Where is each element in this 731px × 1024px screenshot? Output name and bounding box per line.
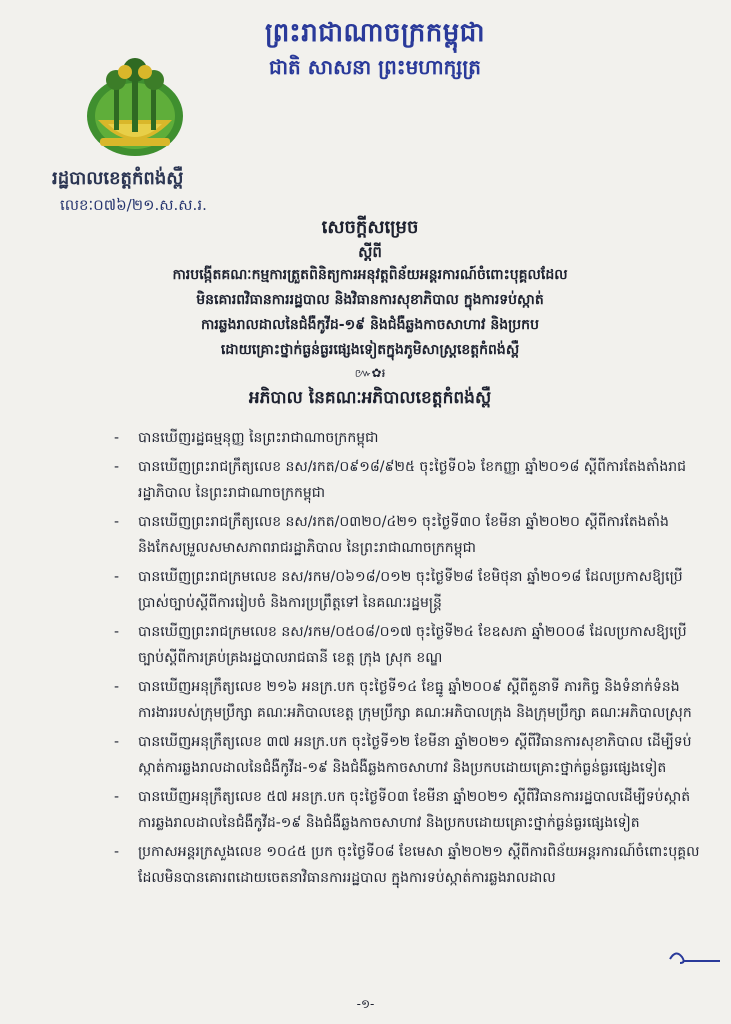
list-item: - បានឃើញរដ្ឋធម្មនុញ្ញ នៃព្រះរាជាណាចក្រកម្ពុជា [114,430,379,446]
document-type: សេចក្ដីសម្រេច [321,217,419,238]
reference-text: បានឃើញរដ្ឋធម្មនុញ្ញ នៃព្រះរាជាណាចក្រកម្ពុជា [138,430,379,446]
subject-line-3: ការឆ្លងរាលដាលនៃជំងឺកូវីដ-១៩ និងជំងឺឆ្លងកាចសាហាវ និងប្រកប [201,317,539,333]
reference-text: បានឃើញព្រះរាជក្រមលេខ នស/រកម/០៦១៨/០១២ ចុះថ្ងៃទី២៨ ខែមិថុនា ឆ្នាំ២០១៨ ដែលប្រកាសឱ្យប្រើប្រាស់ច្បាប់ស្ដីពីការរៀបចំ និងការប្រព្រឹត្តទៅ នៃគណៈរដ្ឋមន្ត្រី [138,569,683,611]
reference-text: បានឃើញអនុក្រឹត្យលេខ ៣៧ អនក្រ.បក ចុះថ្ងៃទី១២ ខែមីនា ឆ្នាំ២០២១ ស្ដីពីវិធានការសុខាភិបាល ដើម្បីទប់ស្កាត់ការឆ្លងរាលដាលនៃជំងឺកូវីដ-១៩ និងជំងឺឆ្លងកាចសាហាវ និងប្រកបដោយគ្រោះថ្នាក់ធ្ងន់ធ្ងរផ្សេងទៀត [138,734,692,776]
ornament-divider: ៚✿៛ [354,366,386,380]
list-item: - បានឃើញព្រះរាជក្រឹត្យលេខ នស/រកត/០៣២០/៤២១ ចុះថ្ងៃទី៣០ ខែមីនា ឆ្នាំ២០២០ ស្ដីពីការតែងតាំង និងកែសម្រួលសមាសភាពរាជរដ្ឋាភិបាល នៃព្រះរាជាណាចក្រកម្ពុជា [114,514,669,556]
subject-line-4: ដោយគ្រោះថ្នាក់ធ្ងន់ធ្ងរផ្សេងទៀតក្នុងភូមិសាស្ត្រខេត្តកំពង់ស្ពឺ [220,342,520,358]
reference-text: បានឃើញព្រះរាជក្រឹត្យលេខ នស/រកត/០៣២០/៤២១ ចុះថ្ងៃទី៣០ ខែមីនា ឆ្នាំ២០២០ ស្ដីពីការតែងតាំង និងកែសម្រួលសមាសភាពរាជរដ្ឋាភិបាល នៃព្រះរាជាណាចក្រកម្ពុជា [138,514,669,556]
reference-text: បានឃើញព្រះរាជក្រឹត្យលេខ នស/រកត/០៩១៨/៩២៥ ចុះថ្ងៃទី០៦ ខែកញ្ញា ឆ្នាំ២០១៨ ស្ដីពីការតែងតាំងរាជរដ្ឋាភិបាល នៃព្រះរាជាណាចក្រកម្ពុជា [138,459,687,501]
kingdom-title: ព្រះរាជាណាចក្រកម្ពុជា [265,18,485,48]
list-item: - ប្រកាសអន្តរក្រសួងលេខ ១០៤៥ ប្រក ចុះថ្ងៃទី០៨ ខែមេសា ឆ្នាំ២០២១ ស្ដីពីការពិន័យអន្តរការណ៍ចំពោះបុគ្គលដែលមិនបានគោរពដោយចេតនាវិធានការរដ្ឋបាល ក្នុងការទប់ស្កាត់ការឆ្លងរាលដាល [114,844,700,886]
national-motto: ជាតិ សាសនា ព្រះមហាក្សត្រ [269,55,481,79]
page-number: -១- [356,997,375,1011]
list-item: - បានឃើញអនុក្រឹត្យលេខ ៣៧ អនក្រ.បក ចុះថ្ងៃទី១២ ខែមីនា ឆ្នាំ២០២១ ស្ដីពីវិធានការសុខាភិបាល ដើម្បីទប់ស្កាត់ការឆ្លងរាលដាលនៃជំងឺកូវីដ-១៩ និងជំងឺឆ្លងកាចសាហាវ និងប្រកបដោយគ្រោះថ្នាក់ធ្ងន់ធ្ងរផ្សេងទៀត [114,734,692,776]
decision-heading [40,215,700,411]
list-item: - បានឃើញព្រះរាជក្រមលេខ នស/រកម/០៥០៨/០១៧ ចុះថ្ងៃទី២៤ ខែឧសភា ឆ្នាំ២០០៨ ដែលប្រកាសឱ្យប្រើច្បាប់ស្ដីពីការគ្រប់គ្រងរដ្ឋបាលរាជធានី ខេត្ត ក្រុង ស្រុក ខណ្ឌ [114,624,687,666]
list-item: - បានឃើញព្រះរាជក្រឹត្យលេខ នស/រកត/០៩១៨/៩២៥ ចុះថ្ងៃទី០៦ ខែកញ្ញា ឆ្នាំ២០១៨ ស្ដីពីការតែងតាំងរាជរដ្ឋាភិបាល នៃព្រះរាជាណាចក្រកម្ពុជា [114,459,687,501]
list-item: - បានឃើញព្រះរាជក្រមលេខ នស/រកម/០៦១៨/០១២ ចុះថ្ងៃទី២៨ ខែមិថុនា ឆ្នាំ២០១៨ ដែលប្រកាសឱ្យប្រើប្រាស់ច្បាប់ស្ដីពីការរៀបចំ និងការប្រព្រឹត្តទៅ នៃគណៈរដ្ឋមន្ត្រី [114,569,683,611]
legal-references-list [110,425,700,891]
reference-text: បានឃើញព្រះរាជក្រមលេខ នស/រកម/០៥០៨/០១៧ ចុះថ្ងៃទី២៤ ខែឧសភា ឆ្នាំ២០០៨ ដែលប្រកាសឱ្យប្រើច្បាប់ស្ដីពីការគ្រប់គ្រងរដ្ឋបាលរាជធានី ខេត្ត ក្រុង ស្រុក ខណ្ឌ [138,624,687,666]
provincial-emblem-icon [70,50,200,162]
list-item: - បានឃើញអនុក្រឹត្យលេខ ២១៦ អនក្រ.បក ចុះថ្ងៃទី១៤ ខែធ្នូ ឆ្នាំ២០០៩ ស្ដីពីតួនាទី ភារកិច្ច និងទំនាក់ទំនងការងាររបស់ក្រុមប្រឹក្សា គណៈអភិបាលខេត្ត ក្រុមប្រឹក្សា គណៈអភិបាលក្រុង និងក្រុមប្រឹក្សា គណៈអភិបាលស្រុក [114,679,692,721]
reference-number: លេខៈ០៧៦/២១.ស.ស.រ. [60,196,207,214]
reference-text: ប្រកាសអន្តរក្រសួងលេខ ១០៤៥ ប្រក ចុះថ្ងៃទី០៨ ខែមេសា ឆ្នាំ២០២១ ស្ដីពីការពិន័យអន្តរការណ៍ចំពោះបុគ្គលដែលមិនបានគោរពដោយចេតនាវិធានការរដ្ឋបាល ក្នុងការទប់ស្កាត់ការឆ្លងរាលដាល [138,844,700,886]
issuing-authority: អភិបាល នៃគណៈអភិបាលខេត្តកំពង់ស្ពឺ [248,388,492,408]
handwritten-mark-icon [662,947,722,967]
issuing-administration: រដ្ឋបាលខេត្តកំពង់ស្ពឺ [52,168,184,189]
subject-line-2: មិនគោរពវិធានការរដ្ឋបាល និងវិធានការសុខាភិបាល ក្នុងការទប់ស្កាត់ [196,292,544,308]
kingdom-header [230,16,520,80]
list-item: - បានឃើញអនុក្រឹត្យលេខ ៥៧ អនក្រ.បក ចុះថ្ងៃទី០៣ ខែមីនា ឆ្នាំ២០២១ ស្ដីពីវិធានការរដ្ឋបាលដើម្បីទប់ស្កាត់ការឆ្លងរាលដាលនៃជំងឺកូវីដ-១៩ និងជំងឺឆ្លងកាចសាហាវ និងប្រកបដោយគ្រោះថ្នាក់ធ្ងន់ធ្ងរផ្សេងទៀត [114,789,691,831]
reference-text: បានឃើញអនុក្រឹត្យលេខ ៥៧ អនក្រ.បក ចុះថ្ងៃទី០៣ ខែមីនា ឆ្នាំ២០២១ ស្ដីពីវិធានការរដ្ឋបាលដើម្បីទប់ស្កាត់ការឆ្លងរាលដាលនៃជំងឺកូវីដ-១៩ និងជំងឺឆ្លងកាចសាហាវ និងប្រកបដោយគ្រោះថ្នាក់ធ្ងន់ធ្ងរផ្សេងទៀត [138,789,691,831]
reference-text: បានឃើញអនុក្រឹត្យលេខ ២១៦ អនក្រ.បក ចុះថ្ងៃទី១៤ ខែធ្នូ ឆ្នាំ២០០៩ ស្ដីពីតួនាទី ភារកិច្ច និងទំនាក់ទំនងការងាររបស់ក្រុមប្រឹក្សា គណៈអភិបាលខេត្ត ក្រុមប្រឹក្សា គណៈអភិបាលក្រុង និងក្រុមប្រឹក្សា គណៈអភិបាលស្រុក [138,679,692,721]
about-label: ស្ដីពី [358,243,382,261]
subject-line-1: ការបង្កើតគណៈកម្មការត្រួតពិនិត្យការអនុវត្តពិន័យអន្តរការណ៍ចំពោះបុគ្គលដែល [172,267,568,283]
